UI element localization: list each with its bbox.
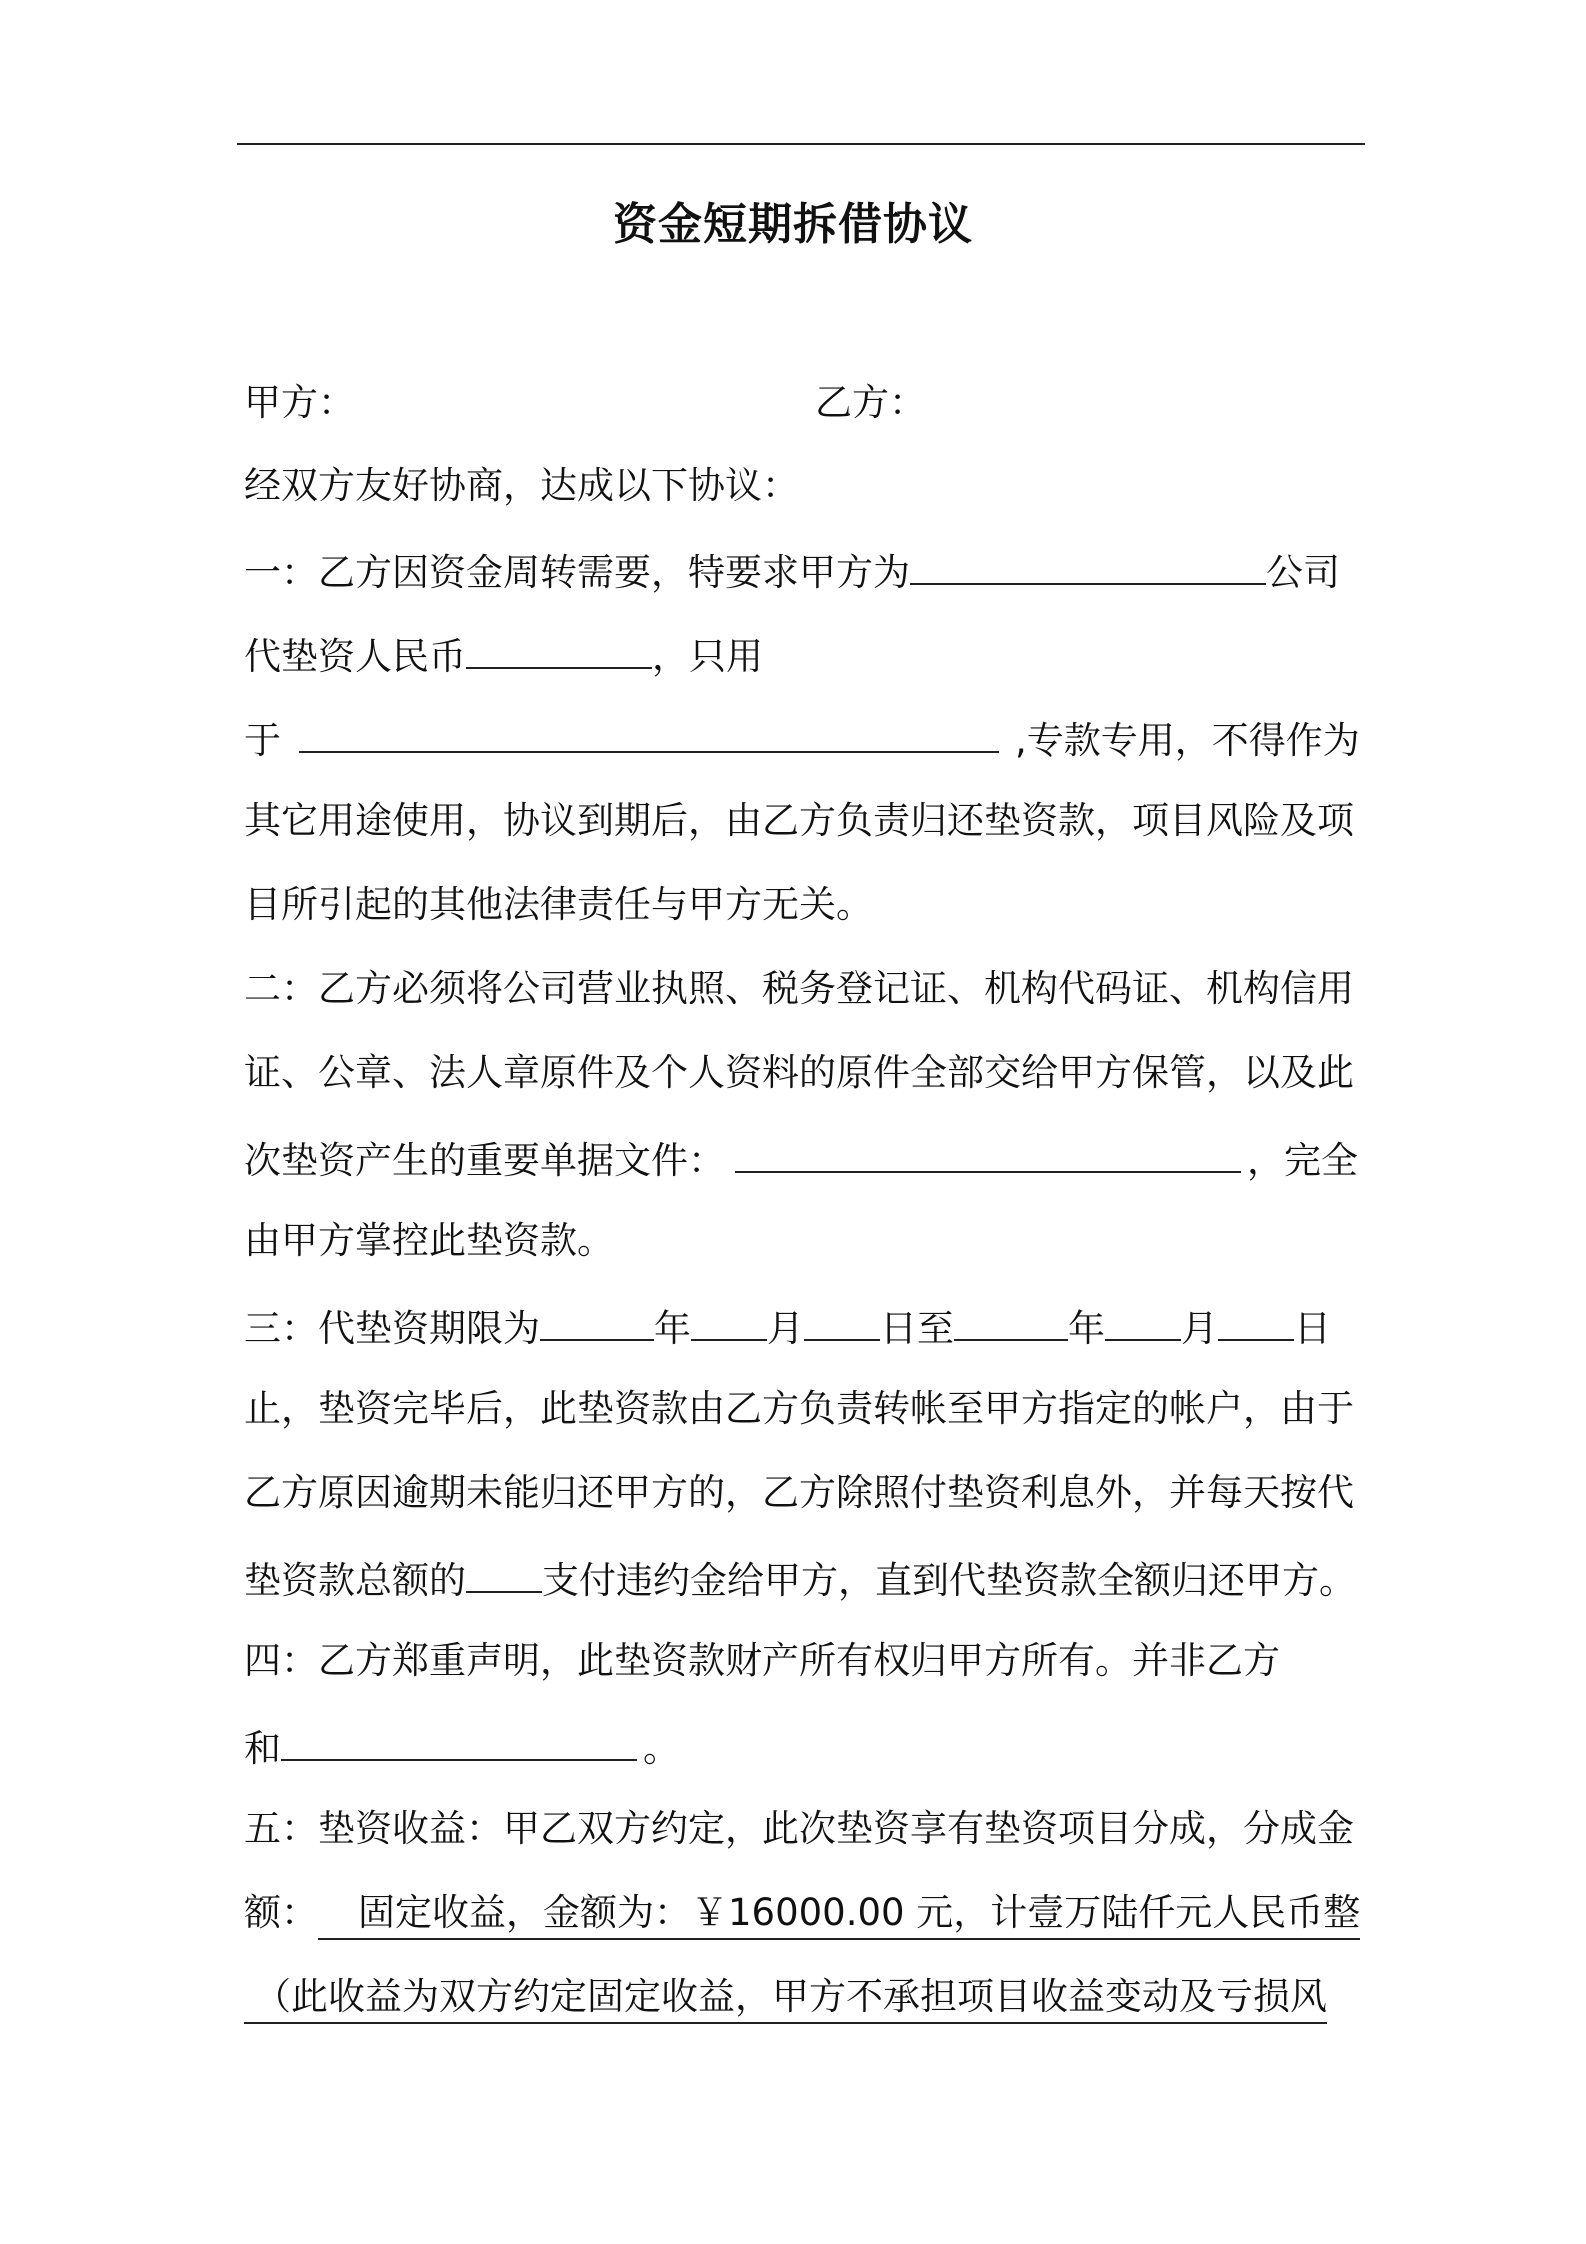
clause1-line1-text: 一：乙方因资金周转需要，特要求甲方为 — [244, 551, 910, 594]
clause3-line4 — [244, 1551, 1356, 1603]
start-year-label: 年 — [654, 1307, 691, 1350]
end-month-blank[interactable] — [1105, 1299, 1181, 1341]
clause1-line2 — [244, 627, 763, 679]
clause4-line2-suffix: 。 — [643, 1727, 680, 1770]
start-month-label: 月 — [767, 1307, 804, 1350]
clause5-line2 — [244, 1887, 1360, 1939]
clause1-line2-text: 代垫资人民币 — [244, 635, 466, 678]
clause4-line1: 四：乙方郑重声明，此垫资款财产所有权归甲方所有。并非乙方 — [244, 1639, 1280, 1682]
clause1-line3 — [244, 711, 1360, 763]
start-year-blank[interactable] — [540, 1299, 654, 1341]
clause1-line1-suffix: 公司 — [1266, 551, 1340, 594]
end-year-label: 年 — [1068, 1307, 1105, 1350]
top-rule — [237, 143, 1365, 145]
clause1-line5: 目所引起的其他法律责任与甲方无关。 — [244, 883, 873, 926]
start-month-blank[interactable] — [691, 1299, 767, 1341]
clause3-line3: 乙方原因逾期未能归还甲方的，乙方除照付垫资利息外，并每天按代 — [244, 1471, 1354, 1514]
clause5-line2-label: 额： — [244, 1891, 318, 1934]
clause3-line1-prefix: 三：代垫资期限为 — [244, 1307, 540, 1350]
clause5-line1: 五：垫资收益：甲乙双方约定，此次垫资享有垫资项目分成，分成金 — [244, 1807, 1354, 1850]
clause1-line2-suffix: ，只用 — [652, 635, 763, 678]
document-title: 资金短期拆借协议 — [613, 199, 973, 250]
start-day-blank[interactable] — [804, 1299, 880, 1341]
clause1-line1 — [244, 543, 1340, 595]
end-day-label: 日 — [1294, 1307, 1331, 1350]
clause4-line2-text: 和 — [244, 1727, 281, 1770]
clause2-line2: 证、公章、法人章原件及个人资料的原件全部交给甲方保管，以及此 — [244, 1051, 1354, 1094]
clause2-line3-text: 次垫资产生的重要单据文件： — [244, 1139, 725, 1182]
end-day-blank[interactable] — [1218, 1299, 1294, 1341]
clause5-line3 — [244, 1971, 1327, 2023]
clause5-line3-text: （此收益为双方约定固定收益，甲方不承担项目收益变动及亏损风 — [244, 1975, 1327, 2024]
clause1-line4: 其它用途使用，协议到期后，由乙方负责归还垫资款，项目风险及项 — [244, 799, 1354, 842]
clause2-line3-suffix: ，完全 — [1247, 1139, 1358, 1182]
company-blank[interactable] — [910, 543, 1266, 585]
documents-blank[interactable] — [735, 1131, 1241, 1173]
clause4-line2 — [244, 1719, 680, 1771]
clause1-line3-suffix: ,专款专用，不得作为 — [1015, 719, 1360, 762]
purpose-blank[interactable] — [299, 711, 999, 753]
day-to-label: 日至 — [880, 1307, 954, 1350]
clause3-line1 — [244, 1299, 1331, 1351]
party-a-label: 甲方： — [244, 381, 355, 424]
clause3-line4-text: 垫资款总额的 — [244, 1559, 466, 1602]
clause2-line1: 二：乙方必须将公司营业执照、税务登记证、机构代码证、机构信用 — [244, 967, 1354, 1010]
intro-text: 经双方友好协商，达成以下协议： — [244, 464, 799, 507]
clause1-line3-text: 于 — [244, 719, 281, 762]
clause3-line2: 止，垫资完毕后，此垫资款由乙方负责转帐至甲方指定的帐户，由于 — [244, 1387, 1354, 1430]
end-month-label: 月 — [1181, 1307, 1218, 1350]
party-b-label: 乙方： — [815, 381, 926, 424]
clause2-line3 — [244, 1131, 1358, 1183]
fixed-income-value: 固定收益，金额为：￥16000.00 元，计壹万陆仟元人民币整 — [318, 1891, 1360, 1940]
clause3-line4-suffix: 支付违约金给甲方，直到代垫资款全额归还甲方。 — [542, 1559, 1356, 1602]
clause2-line4: 由甲方掌控此垫资款。 — [244, 1219, 614, 1262]
end-year-blank[interactable] — [954, 1299, 1068, 1341]
amount-blank[interactable] — [466, 627, 652, 669]
penalty-rate-blank[interactable] — [466, 1551, 542, 1593]
party-blank[interactable] — [281, 1719, 637, 1761]
